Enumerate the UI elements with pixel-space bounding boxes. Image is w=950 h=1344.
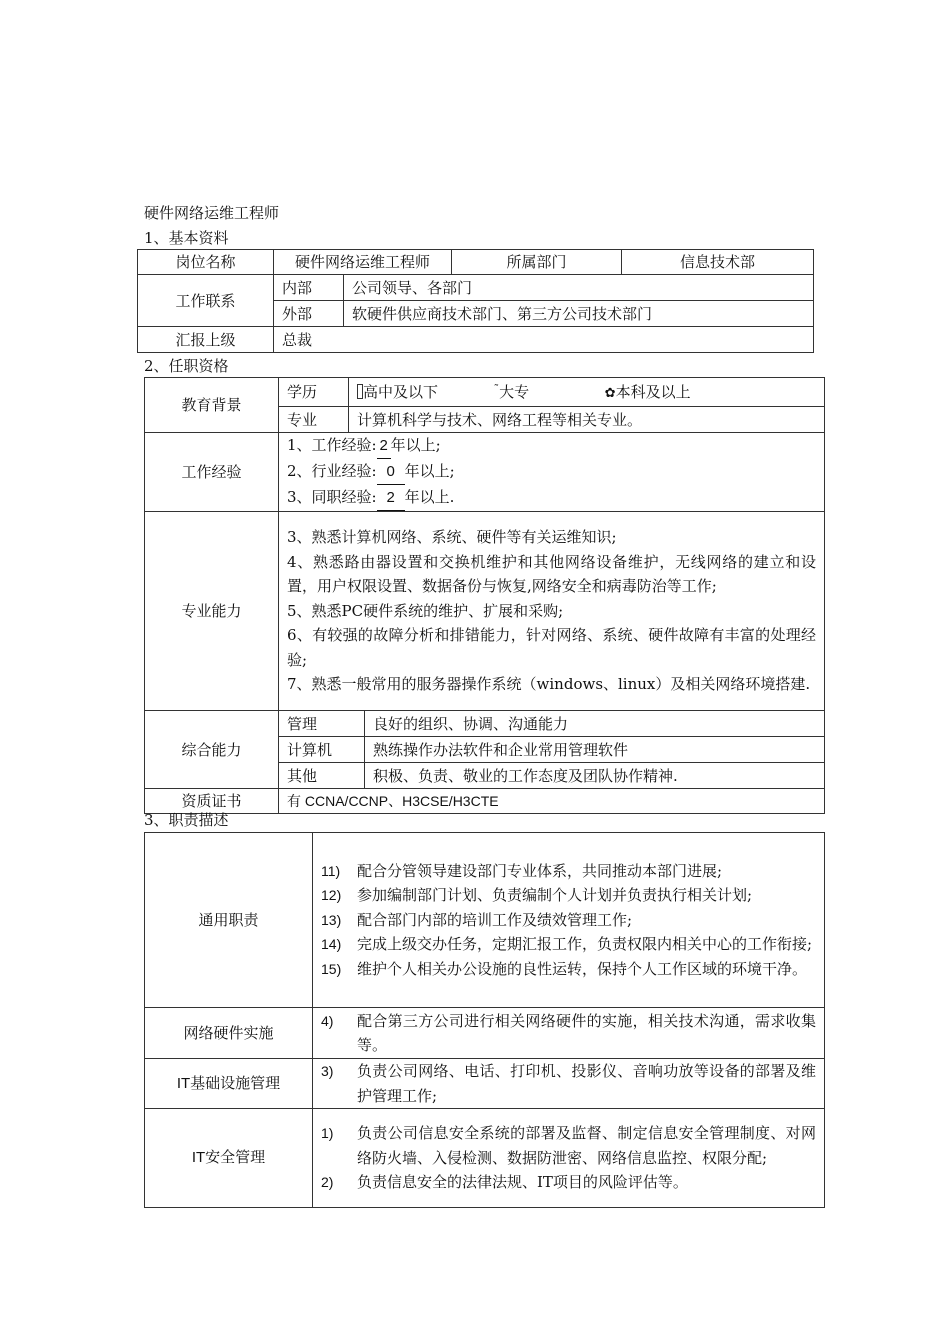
major-label: 专业 — [279, 407, 349, 433]
management-label: 管理 — [279, 711, 365, 737]
general-duties-label: 通用职责 — [145, 833, 313, 1008]
it-security-label: IT安全管理 — [145, 1109, 313, 1208]
general-duties-list — [313, 833, 825, 1008]
experience-industry-years: 0 — [377, 459, 405, 485]
experience-list — [279, 433, 825, 512]
degree-options — [349, 378, 825, 407]
experience-industry: 2、行业经验: 0 年以上; — [287, 459, 816, 485]
section-heading-qualification: 2、任职资格 — [144, 357, 229, 375]
skill-line: 3、熟悉计算机网络、系统、硬件等有关运维知识; — [287, 527, 617, 546]
education-label: 教育背景 — [145, 378, 279, 433]
management-value: 良好的组织、协调、沟通能力 — [365, 711, 825, 737]
duty-item: 12) 参加编制部门计划、负责编制个人计划并负责执行相关计划; — [321, 886, 753, 905]
comprehensive-ability-label: 综合能力 — [145, 711, 279, 789]
skill-line: 5、熟悉PC硬件系统的维护、扩展和采购; — [287, 601, 564, 620]
major-value: 计算机科学与技术、网络工程等相关专业。 — [349, 407, 825, 433]
duty-item: 3) 负责公司网络、电话、打印机、投影仪、音响功放等设备的部署及维护管理工作; — [321, 1062, 816, 1105]
other-value: 积极、负责、敬业的工作态度及团队协作精神. — [365, 763, 825, 789]
degree-option-college: 大专 — [499, 383, 530, 401]
section-heading-basic: 1、基本资料 — [144, 229, 229, 247]
professional-skills-label: 专业能力 — [145, 512, 279, 711]
degree-option-bachelor: 本科及以上 — [615, 383, 691, 401]
duties-table — [144, 832, 825, 1208]
computer-label: 计算机 — [279, 737, 365, 763]
professional-skills-list — [279, 512, 825, 711]
skill-line: 7、熟悉一般常用的服务器操作系统（windows、linux）及相关网络环境搭建. — [287, 675, 811, 694]
external-label: 外部 — [274, 301, 344, 327]
experience-same-role: 3、同职经验: 2 年以上. — [287, 485, 816, 511]
experience-same-role-years: 2 — [377, 485, 405, 511]
work-contact-label: 工作联系 — [138, 275, 274, 327]
duty-item: 4) 配合第三方公司进行相关网络硬件的实施，相关技术沟通，需求收集等。 — [321, 1011, 816, 1054]
computer-value: 熟练操作办法软件和企业常用管理软件 — [365, 737, 825, 763]
external-value: 软硬件供应商技术部门、第三方公司技术部门 — [344, 301, 814, 327]
post-name-label: 岗位名称 — [138, 250, 274, 275]
network-hardware-list — [313, 1008, 825, 1059]
certificate-label: 资质证书 — [145, 789, 279, 814]
section-heading-duties: 3、职责描述 — [144, 811, 229, 829]
experience-label: 工作经验 — [145, 433, 279, 512]
duty-item: 13) 配合部门内部的培训工作及绩效管理工作; — [321, 910, 633, 929]
duty-item: 11) 配合分管领导建设部门专业体系，共同推动本部门进展; — [321, 861, 723, 880]
basic-info-table — [137, 249, 814, 353]
gear-mark-icon: ✿ — [604, 386, 616, 401]
report-to-value: 总裁 — [274, 327, 814, 353]
department-label: 所属部门 — [452, 250, 622, 275]
skill-line: 4、熟悉路由器设置和交换机维护和其他网络设备维护，无线网络的建立和设置，用户权限设置、数据备份与恢复,网络安全和病毒防治等工作; — [287, 552, 817, 596]
it-infrastructure-label: IT基础设施管理 — [145, 1059, 313, 1109]
network-hardware-label: 网络硬件实施 — [145, 1008, 313, 1059]
skill-line: 6、有较强的故障分析和排错能力，针对网络、系统、硬件故障有丰富的处理经验; — [287, 626, 817, 669]
duty-item: 15) 维护个人相关办公设施的良性运转，保持个人工作区域的环境干净。 — [321, 959, 808, 978]
document-title: 硬件网络运维工程师 — [144, 204, 280, 222]
degree-label: 学历 — [279, 378, 349, 407]
report-to-label: 汇报上级 — [138, 327, 274, 353]
degree-option-high-school: 高中及以下 — [363, 383, 439, 401]
duty-item: 1) 负责公司信息安全系统的部署及监督、制定信息安全管理制度、对网络防火墙、入侵检测、数据防泄密、网络信息监控、权限分配; — [321, 1124, 816, 1167]
certificate-value: 有 CCNA/CCNP、H3CSE/H3CTE — [279, 789, 825, 814]
experience-work: 1、工作经验: 2 年以上; — [287, 433, 816, 459]
other-label: 其他 — [279, 763, 365, 789]
post-name-value: 硬件网络运维工程师 — [274, 250, 452, 275]
internal-value: 公司领导、各部门 — [344, 275, 814, 301]
internal-label: 内部 — [274, 275, 344, 301]
duty-item: 2) 负责信息安全的法律法规、IT项目的风险评估等。 — [321, 1173, 688, 1192]
it-infrastructure-list — [313, 1059, 825, 1109]
experience-work-years: 2 — [377, 433, 391, 459]
it-security-list — [313, 1109, 825, 1208]
duty-item: 14) 完成上级交办任务，定期汇报工作，负责权限内相关中心的工作衔接; — [321, 935, 813, 954]
qualification-table — [144, 377, 825, 814]
tilde-mark-icon: ˜ — [493, 383, 500, 396]
department-value: 信息技术部 — [622, 250, 814, 275]
